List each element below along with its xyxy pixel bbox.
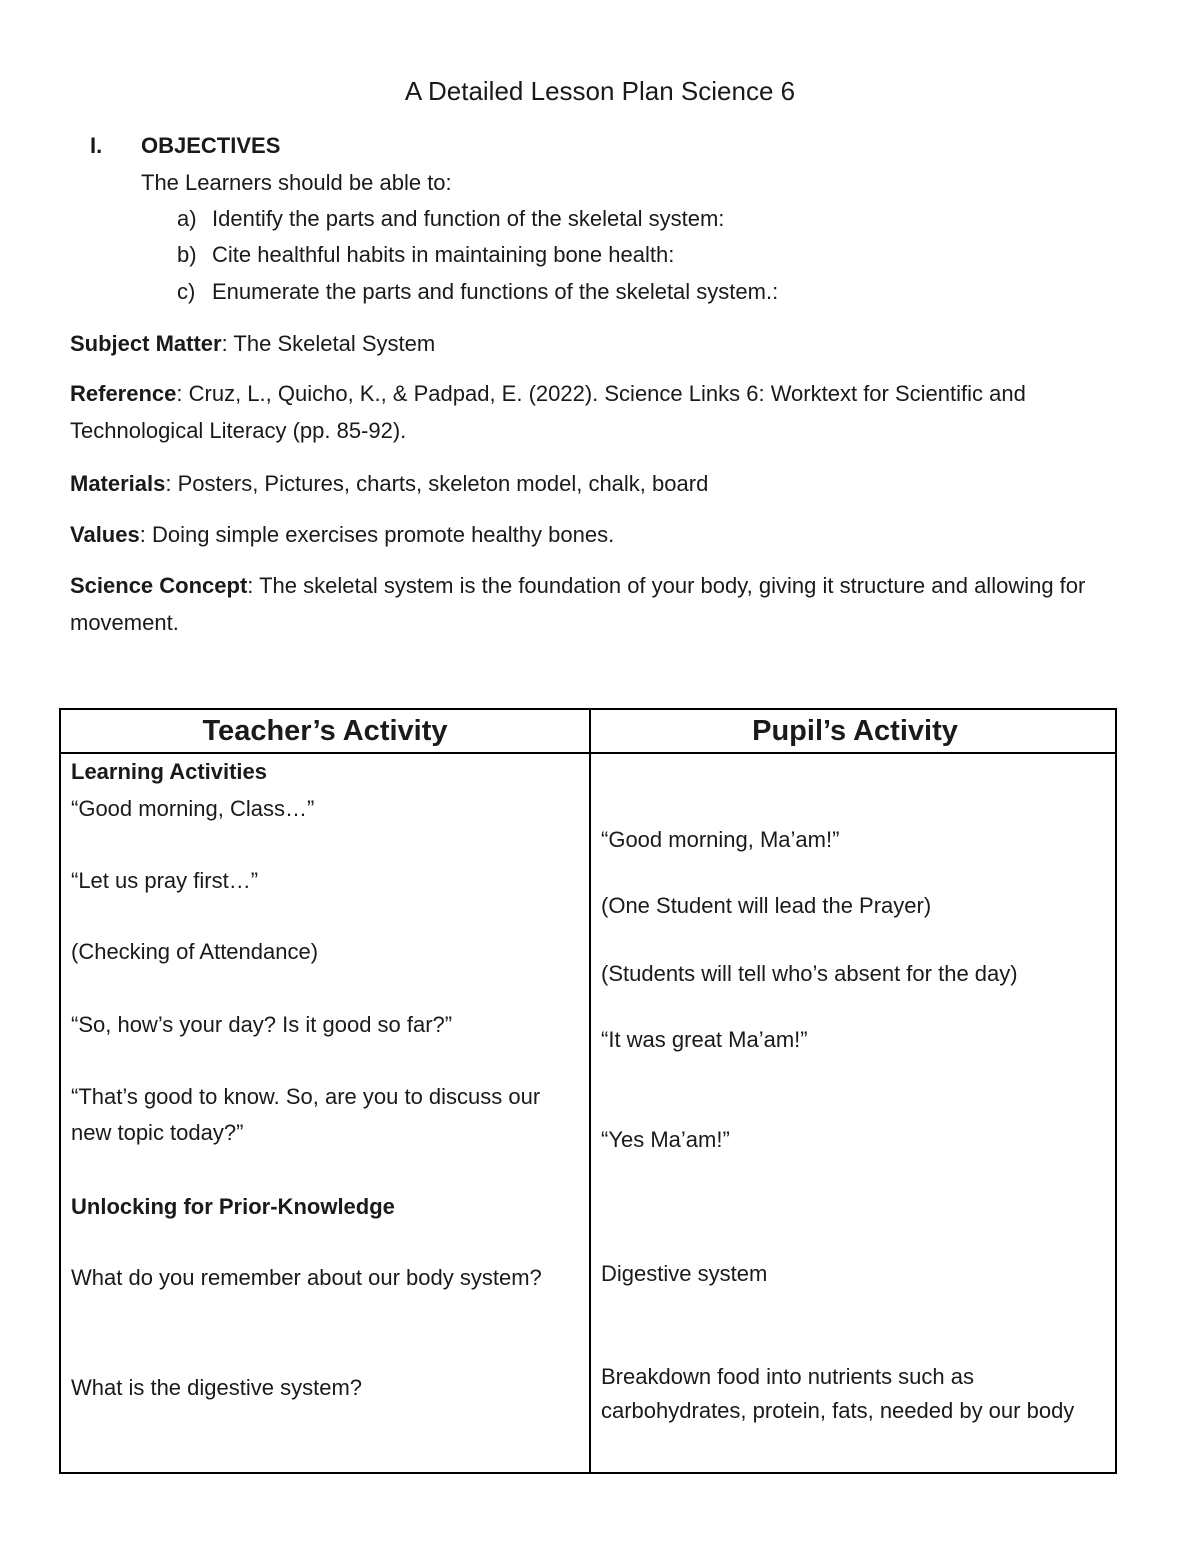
science-concept-value: : The skeletal system is the foundation of your body, giving it structure and allowing for movement. (70, 573, 1086, 635)
teacher-good-to-know: “That’s good to know. So, are you to discuss our new topic today?” (71, 1084, 541, 1145)
objective-letter-b: b) (177, 242, 197, 267)
science-concept-label: Science Concept (70, 573, 248, 598)
materials-label: Materials (70, 471, 166, 496)
subject-matter-value: : The Skeletal System (221, 331, 436, 356)
teacher-attendance: (Checking of Attendance) (71, 939, 319, 964)
pupil-great: “It was great Ma’am!” (601, 1027, 808, 1052)
section-number: I. (90, 133, 103, 158)
pupil-greeting: “Good morning, Ma’am!” (601, 827, 840, 852)
teacher-digestive-question: What is the digestive system? (71, 1375, 363, 1400)
pupil-breakdown-answer: Breakdown food into nutrients such as carbohydrates, protein, fats, needed by our body (601, 1364, 1075, 1423)
objective-letter-c: c) (177, 279, 196, 304)
reference-field (70, 375, 1140, 449)
teacher-pray: “Let us pray first…” (71, 868, 259, 893)
pupil-prayer: (One Student will lead the Prayer) (601, 893, 932, 918)
subject-matter-field (70, 325, 1140, 362)
values-value: : Doing simple exercises promote healthy bones. (139, 522, 615, 547)
teacher-greeting: “Good morning, Class…” (71, 796, 315, 821)
materials-field (70, 465, 1140, 502)
objective-text-b: Cite healthful habits in maintaining bone health: (212, 242, 675, 267)
pupil-absent: (Students will tell who’s absent for the day) (601, 961, 1018, 986)
activity-table (59, 708, 1117, 1474)
learning-activities-heading: Learning Activities (71, 759, 268, 784)
teacher-remember-question: What do you remember about our body system? (71, 1265, 542, 1290)
pupil-yes: “Yes Ma’am!” (601, 1127, 730, 1152)
reference-label: Reference (70, 381, 177, 406)
objectives-intro: The Learners should be able to: (141, 170, 452, 195)
subject-matter-label: Subject Matter (70, 331, 222, 356)
objective-text-a: Identify the parts and function of the skeletal system: (212, 206, 725, 231)
pupil-activity-header: Pupil’s Activity (752, 715, 958, 747)
teacher-activity-header: Teacher’s Activity (202, 715, 448, 747)
pupil-digestive-system: Digestive system (601, 1261, 768, 1286)
reference-value: : Cruz, L., Quicho, K., & Padpad, E. (2022). Science Links 6: Worktext for Scientific and Technological Literacy (pp. 85-92). (70, 381, 1026, 443)
table-header-divider (61, 752, 1115, 754)
section-heading-objectives: OBJECTIVES (141, 133, 281, 158)
table-column-divider (589, 710, 591, 1472)
objective-letter-a: a) (177, 206, 197, 231)
unlocking-prior-knowledge-heading: Unlocking for Prior-Knowledge (71, 1194, 395, 1219)
page-title: A Detailed Lesson Plan Science 6 (404, 76, 796, 106)
materials-value: : Posters, Pictures, charts, skeleton model, chalk, board (165, 471, 709, 496)
teacher-how-day: “So, how’s your day? Is it good so far?” (71, 1012, 453, 1037)
values-label: Values (70, 522, 140, 547)
science-concept-field (70, 567, 1140, 641)
objective-text-c: Enumerate the parts and functions of the skeletal system.: (212, 279, 779, 304)
values-field (70, 516, 1140, 553)
